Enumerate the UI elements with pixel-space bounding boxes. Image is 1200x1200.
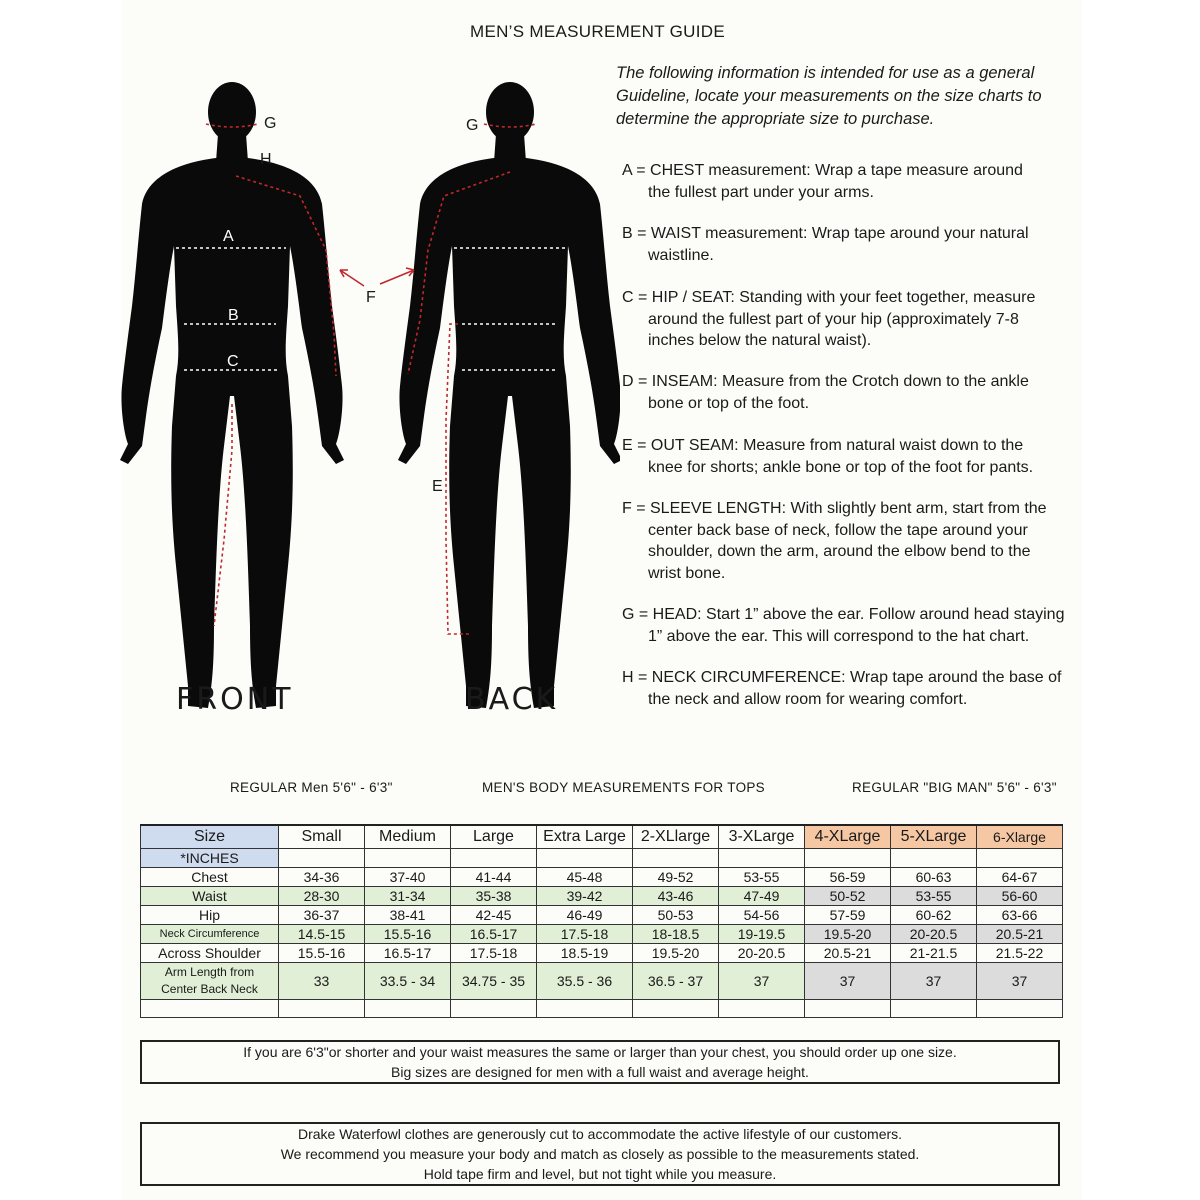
definition-b-first: B = WAIST measurement: Wrap tape around your natural <box>622 225 1029 242</box>
table-cell: 37-40 <box>365 868 451 887</box>
size-col: 6-Xlarge <box>977 825 1063 849</box>
table-cell <box>365 1000 451 1018</box>
definition-d-rest: bone or top of the foot. <box>648 394 810 412</box>
table-cell <box>451 849 537 868</box>
table-cell <box>537 849 633 868</box>
front-figure <box>120 82 344 708</box>
marker-c: C <box>227 353 239 370</box>
table-cell: 63-66 <box>977 906 1063 925</box>
table-row <box>141 944 1063 963</box>
table-cell <box>279 849 365 868</box>
table-cell: 19.5-20 <box>633 944 719 963</box>
table-cell <box>891 849 977 868</box>
table-cell: 34.75 - 35 <box>451 963 537 1000</box>
definition-f-first: F = SLEEVE LENGTH: With slightly bent arm, start from the <box>622 500 1047 517</box>
sizing-note-box <box>140 1040 1060 1084</box>
table-cell: 54-56 <box>719 906 805 925</box>
definition-f-rest: center back base of neck, follow the tape around your shoulder, down the arm, around the elbow bend to the wrist bone. <box>648 521 1031 582</box>
fit-note-line-2: We recommend you measure your body and match as closely as possible to the measurements stated. <box>280 1146 920 1162</box>
marker-d: D <box>228 518 240 535</box>
table-cell: 60-62 <box>891 906 977 925</box>
definition-h <box>622 667 1072 710</box>
table-cell: 33.5 - 34 <box>365 963 451 1000</box>
table-cell: 33 <box>279 963 365 1000</box>
marker-g-back: G <box>466 117 479 134</box>
table-cell: 50-52 <box>805 887 891 906</box>
table-header-row <box>141 825 1063 849</box>
table-cell: 41-44 <box>451 868 537 887</box>
table-row <box>141 849 1063 868</box>
table-cell: 37 <box>977 963 1063 1000</box>
table-cell: 17.5-18 <box>451 944 537 963</box>
table-cell: 64-67 <box>977 868 1063 887</box>
table-cell: 46-49 <box>537 906 633 925</box>
table-cell <box>719 1000 805 1018</box>
definition-b-rest: waistline. <box>648 246 714 264</box>
size-col: Large <box>451 825 537 849</box>
definition-c-rest: around the fullest part of your hip (approximately 7-8 inches below the natural waist). <box>648 310 1019 349</box>
table-cell: 19.5-20 <box>805 925 891 944</box>
table-cell: 37 <box>805 963 891 1000</box>
table-cell: 45-48 <box>537 868 633 887</box>
sizing-note-line-1: If you are 6'3"or shorter and your waist measures the same or larger than your chest, you should order up one size. <box>243 1044 957 1060</box>
marker-g-front: G <box>264 115 277 132</box>
fit-note-line-1: Drake Waterfowl clothes are generously cut to accommodate the active lifestyle of our customers. <box>297 1126 903 1142</box>
definition-a-first: A = CHEST measurement: Wrap a tape measure around <box>622 162 1023 179</box>
table-cell: 47-49 <box>719 887 805 906</box>
definition-e <box>622 435 1072 478</box>
table-row <box>141 887 1063 906</box>
table-cell: 50-53 <box>633 906 719 925</box>
table-cell: 21.5-22 <box>977 944 1063 963</box>
table-cell: 43-46 <box>633 887 719 906</box>
table-cell: 42-45 <box>451 906 537 925</box>
table-cell: 56-59 <box>805 868 891 887</box>
table-cell: 14.5-15 <box>279 925 365 944</box>
table-cell <box>537 1000 633 1018</box>
table-cell: 57-59 <box>805 906 891 925</box>
table-row <box>141 868 1063 887</box>
table-cell: 18.5-19 <box>537 944 633 963</box>
table-cell: 15.5-16 <box>279 944 365 963</box>
definition-g-rest: 1” above the ear. This will correspond to the hat chart. <box>648 627 1030 645</box>
row-label-line-1: Arm Length from <box>164 965 255 979</box>
definition-d-first: D = INSEAM: Measure from the Crotch down to the ankle <box>622 373 1029 390</box>
table-cell: 20-20.5 <box>719 944 805 963</box>
marker-e: E <box>432 478 443 495</box>
fit-note-line-3: Hold tape firm and level, but not tight while you measure. <box>423 1166 777 1182</box>
table-cell: 36-37 <box>279 906 365 925</box>
table-cell <box>977 849 1063 868</box>
table-cell: 19-19.5 <box>719 925 805 944</box>
table-cell <box>891 1000 977 1018</box>
definition-a-rest: the fullest part under your arms. <box>648 183 874 201</box>
table-cell <box>977 1000 1063 1018</box>
marker-a: A <box>223 228 234 245</box>
row-label <box>141 963 279 1000</box>
table-cell: 36.5 - 37 <box>633 963 719 1000</box>
row-label: Neck Circumference <box>141 925 279 944</box>
definition-g-first: G = HEAD: Start 1” above the ear. Follow around head staying <box>622 606 1065 623</box>
regular-heading: REGULAR Men 5'6" - 6'3" <box>230 780 393 795</box>
definition-g <box>622 604 1092 647</box>
table-cell: 60-63 <box>891 868 977 887</box>
size-col: 4-XLarge <box>805 825 891 849</box>
table-cell: 49-52 <box>633 868 719 887</box>
sleeve-arrows <box>340 268 414 286</box>
definition-e-first: E = OUT SEAM: Measure from natural waist down to the <box>622 437 1024 454</box>
size-col: 3-XLarge <box>719 825 805 849</box>
table-cell: 20.5-21 <box>977 925 1063 944</box>
size-chart-table <box>140 824 1063 1018</box>
units-label: *INCHES <box>141 849 279 868</box>
table-cell <box>633 1000 719 1018</box>
size-header: Size <box>141 825 279 849</box>
table-cell: 20-20.5 <box>891 925 977 944</box>
marker-f: F <box>366 289 376 306</box>
table-cell <box>805 849 891 868</box>
fit-note-box <box>140 1122 1060 1186</box>
table-cell: 53-55 <box>719 868 805 887</box>
definition-b <box>622 223 1072 266</box>
table-cell: 56-60 <box>977 887 1063 906</box>
table-cell: 28-30 <box>279 887 365 906</box>
table-cell <box>633 849 719 868</box>
page-title: MEN’S MEASUREMENT GUIDE <box>470 22 726 41</box>
size-col: 2-XLlarge <box>633 825 719 849</box>
table-cell: 39-42 <box>537 887 633 906</box>
row-label: Hip <box>141 906 279 925</box>
table-cell <box>365 849 451 868</box>
row-label: Waist <box>141 887 279 906</box>
size-col: Extra Large <box>537 825 633 849</box>
table-cell <box>451 1000 537 1018</box>
table-row <box>141 963 1063 1000</box>
table-cell: 53-55 <box>891 887 977 906</box>
row-label-line-2: Center Back Neck <box>161 982 258 996</box>
size-col: Medium <box>365 825 451 849</box>
definition-d <box>622 371 1072 414</box>
intro-text: The following information is intended for use as a general Guideline, locate your measurements on the size charts to determine the appropriate size to purchase. <box>616 64 1042 128</box>
tops-heading: MEN'S BODY MEASUREMENTS FOR TOPS <box>482 780 765 795</box>
definition-a <box>622 160 1072 203</box>
table-row <box>141 906 1063 925</box>
definition-c-first: C = HIP / SEAT: Standing with your feet together, measure <box>622 289 1036 306</box>
marker-b: B <box>228 307 239 324</box>
table-cell: 35-38 <box>451 887 537 906</box>
table-cell: 15.5-16 <box>365 925 451 944</box>
sizing-note-line-2: Big sizes are designed for men with a full waist and average height. <box>391 1064 809 1080</box>
definition-c <box>622 287 1042 352</box>
table-cell <box>805 1000 891 1018</box>
table-cell: 35.5 - 36 <box>537 963 633 1000</box>
table-cell: 18-18.5 <box>633 925 719 944</box>
definition-f <box>622 498 1062 584</box>
table-cell: 16.5-17 <box>365 944 451 963</box>
table-cell: 16.5-17 <box>451 925 537 944</box>
back-figure <box>398 82 620 708</box>
marker-h: H <box>260 151 272 168</box>
table-cell: 20.5-21 <box>805 944 891 963</box>
back-label: BACK <box>465 682 559 717</box>
definition-e-rest: knee for shorts; ankle bone or top of the foot for pants. <box>648 458 1034 476</box>
table-cell: 34-36 <box>279 868 365 887</box>
front-label: FRONT <box>176 682 294 717</box>
table-cell <box>719 849 805 868</box>
definition-h-first: H = NECK CIRCUMFERENCE: Wrap tape around the base of <box>622 669 1062 686</box>
size-col: Small <box>279 825 365 849</box>
table-cell: 37 <box>891 963 977 1000</box>
table-row <box>141 1000 1063 1018</box>
table-cell: 17.5-18 <box>537 925 633 944</box>
table-cell <box>279 1000 365 1018</box>
body-figures <box>120 80 620 720</box>
big-man-heading: REGULAR "BIG MAN" 5'6" - 6'3" <box>852 780 1057 795</box>
table-cell: 31-34 <box>365 887 451 906</box>
definition-h-rest: the neck and allow room for wearing comfort. <box>648 690 968 708</box>
table-cell: 21-21.5 <box>891 944 977 963</box>
row-label: Chest <box>141 868 279 887</box>
size-col: 5-XLarge <box>891 825 977 849</box>
table-cell: 38-41 <box>365 906 451 925</box>
table-row <box>141 925 1063 944</box>
table-cell: 37 <box>719 963 805 1000</box>
row-label: Across Shoulder <box>141 944 279 963</box>
table-cell <box>141 1000 279 1018</box>
